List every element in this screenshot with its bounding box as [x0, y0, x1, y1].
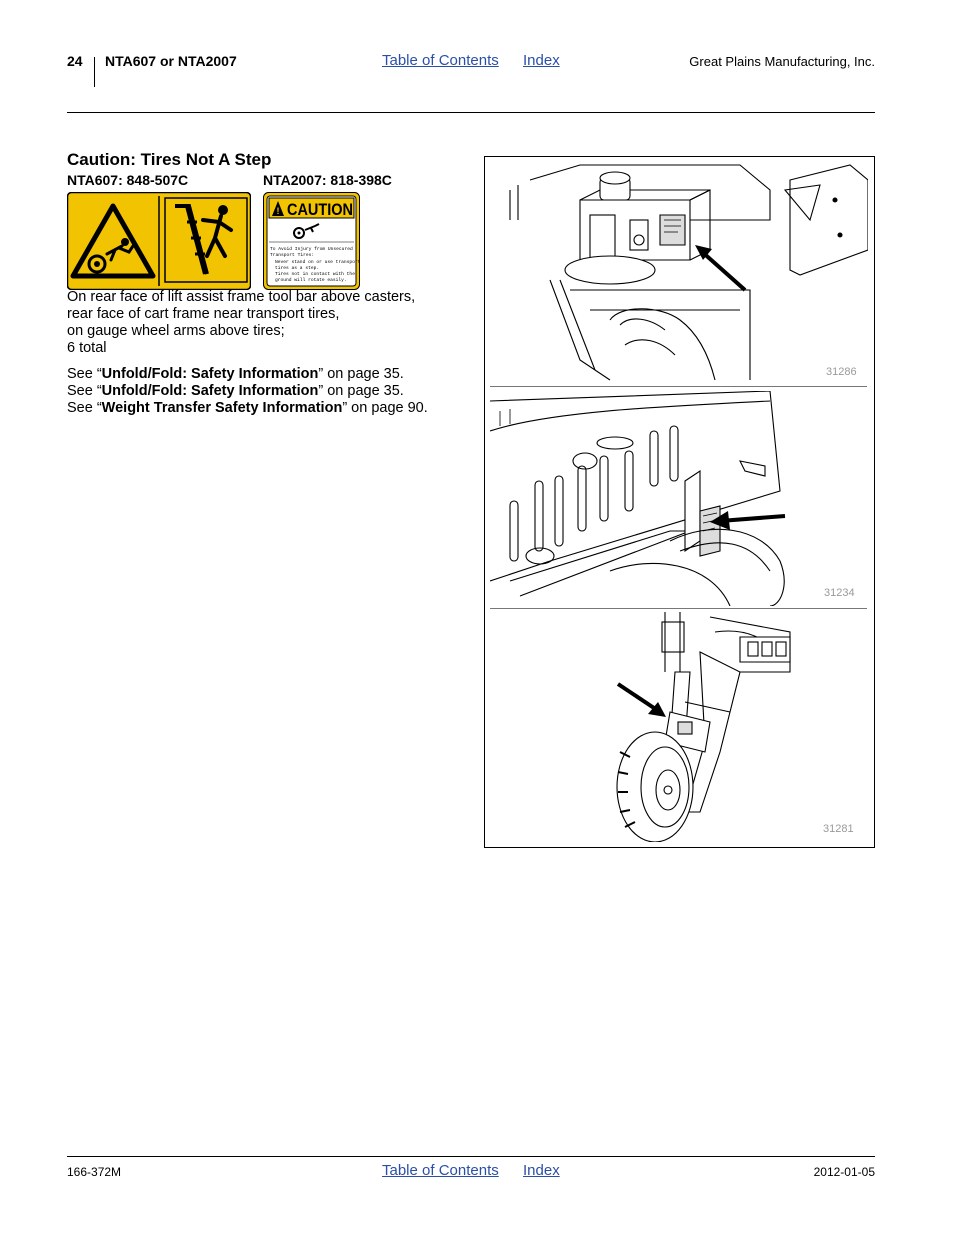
header-rule	[67, 112, 875, 113]
header-divider	[94, 57, 95, 87]
footer-index-link[interactable]: Index	[523, 1162, 560, 1179]
cross-ref[interactable]: See “Unfold/Fold: Safety Information” on page 35.	[67, 383, 404, 399]
decal-label-nta607: NTA607: 848-507C	[67, 172, 189, 188]
figure-gauge-wheel-arm	[490, 612, 868, 842]
toc-link[interactable]: Table of Contents	[382, 52, 499, 69]
decal-label-nta2007: NTA2007: 818-398C	[263, 172, 392, 188]
location-line: On rear face of lift assist frame tool bar above casters,	[67, 289, 416, 305]
svg-text:!: !	[276, 206, 280, 216]
index-link[interactable]: Index	[523, 52, 560, 69]
figure-cart-frame	[490, 391, 868, 606]
figure-lift-assist-frame	[490, 160, 868, 385]
figure-number: 31286	[826, 366, 857, 378]
cross-references	[67, 366, 428, 417]
caution-line-6: ground will rotate easily.	[275, 278, 347, 283]
figure-number: 31281	[823, 823, 854, 835]
footer-rule	[67, 1156, 875, 1157]
location-line: on gauge wheel arms above tires;	[67, 323, 285, 339]
figure-divider	[490, 386, 867, 387]
location-line: rear face of cart frame near transport tires,	[67, 306, 340, 322]
model-title: NTA607 or NTA2007	[105, 53, 237, 69]
caution-line-5: Tires not in contact with the	[275, 272, 355, 277]
caution-word: CAUTION	[287, 200, 353, 219]
cross-ref[interactable]: See “Unfold/Fold: Safety Information” on page 35.	[67, 366, 404, 382]
svg-text:To Avoid Injury from Unsecured	[270, 246, 360, 283]
location-description	[67, 289, 415, 357]
caution-decal	[263, 192, 360, 290]
figure-divider	[490, 608, 867, 609]
doc-number: 166-372M	[67, 1165, 122, 1179]
caution-line-2: Transport Tires:	[270, 253, 315, 258]
caution-line-3: Never stand on or use transport	[275, 260, 360, 265]
cross-ref[interactable]: See “Weight Transfer Safety Information” on page 90.	[67, 400, 428, 416]
page-number: 24	[67, 53, 83, 69]
footer-toc-link[interactable]: Table of Contents	[382, 1162, 499, 1179]
figure-frame	[484, 156, 875, 848]
caution-line-1: To Avoid Injury from Unsecured	[270, 247, 353, 252]
warning-decal-pictorial	[67, 192, 251, 290]
caution-line-4: tires as a step.	[275, 266, 320, 271]
location-line: 6 total	[67, 340, 107, 356]
doc-date: 2012-01-05	[813, 1165, 875, 1179]
figure-number: 31234	[824, 587, 855, 599]
section-title: Caution: Tires Not A Step	[67, 150, 272, 169]
company-name: Great Plains Manufacturing, Inc.	[689, 54, 875, 69]
